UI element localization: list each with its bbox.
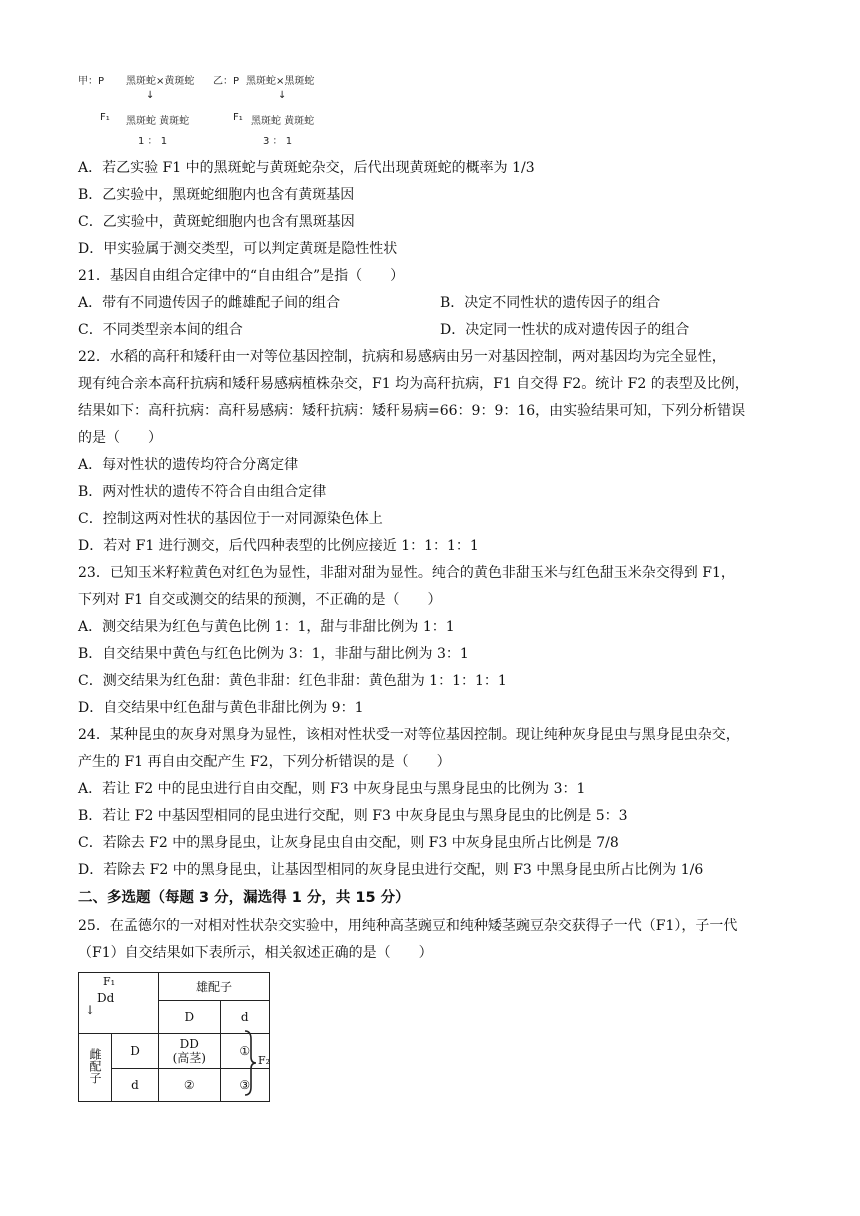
cross-diagram xyxy=(78,68,328,150)
cell-3: ③ xyxy=(220,1069,269,1102)
col-header-D: D xyxy=(159,1001,221,1034)
q23-option-a: A．测交结果为红色与黄色比例 1：1，甜与非甜比例为 1：1 xyxy=(78,619,455,635)
q23-option-b: B．自交结果中黄色与红色比例为 3：1，非甜与甜比例为 3：1 xyxy=(78,646,469,662)
punnett-square xyxy=(78,972,270,1102)
q21-option-a: A．带有不同遗传因子的雌雄配子间的组合 xyxy=(78,295,341,311)
q23-stem-line2: 下列对 F1 自交或测交的结果的预测，不正确的是（ ） xyxy=(78,592,442,608)
q20-option-d: D．甲实验属于测交类型，可以判定黄斑是隐性性状 xyxy=(78,241,398,257)
col-header-d: d xyxy=(220,1001,269,1034)
f2-brace-icon xyxy=(243,1029,257,1097)
q21-option-c: C．不同类型亲本间的组合 xyxy=(78,322,243,338)
q24-stem-line1: 24．某种昆虫的灰身对黑身为显性，该相对性状受一对等位基因控制。现让纯种灰身昆虫与黑身昆虫杂交， xyxy=(78,727,740,743)
q25-stem-line1: 25．在孟德尔的一对相对性状杂交实验中，用纯种高茎豌豆和纯种矮茎豌豆杂交获得子一代（F1），子一代 xyxy=(78,918,738,934)
yi-arrow: ↓ xyxy=(278,90,287,101)
q22-option-c: C．控制这两对性状的基因位于一对同源染色体上 xyxy=(78,511,383,527)
q22-stem-line3: 结果如下：高秆抗病：高秆易感病：矮秆抗病：矮秆易病=66：9：9：16，由实验结果可知，下列分析错误 xyxy=(78,403,746,419)
q24-stem-line2: 产生的 F1 再自由交配产生 F2，下列分析错误的是（ ） xyxy=(78,754,451,770)
jia-f1: F₁ xyxy=(100,112,110,123)
q21-option-b: B．决定不同性状的遗传因子的组合 xyxy=(440,295,661,311)
q24-option-b: B．若让 F2 中基因型相同的昆虫进行交配，则 F3 中灰身昆虫与黑身昆虫的比例是 5：3 xyxy=(78,808,628,824)
male-gamete-header: 雄配子 xyxy=(159,973,270,1001)
q23-option-d: D．自交结果中红色甜与黄色非甜比例为 9：1 xyxy=(78,700,364,716)
q22-stem-line2: 现有纯合亲本高秆抗病和矮秆易感病植株杂交，F1 均为高秆抗病，F1 自交得 F2。统计 F2 的表型及比例， xyxy=(78,376,749,392)
q21-stem: 21．基因自由组合定律中的“自由组合”是指（ ） xyxy=(78,268,405,284)
jia-offspring: 黑斑蛇 黄斑蛇 xyxy=(126,116,190,127)
cell-2: ② xyxy=(159,1069,221,1102)
down-arrow-icon: ↓ xyxy=(85,1003,96,1017)
female-gamete-text: 雌配子 xyxy=(88,1048,102,1084)
row-header-d: d xyxy=(112,1069,159,1102)
corner-cell xyxy=(79,973,159,1034)
q20-option-c: C．乙实验中，黄斑蛇细胞内也含有黑斑基因 xyxy=(78,214,355,230)
q22-option-d: D．若对 F1 进行测交，后代四种表型的比例应接近 1：1：1：1 xyxy=(78,538,479,554)
yi-offspring: 黑斑蛇 黄斑蛇 xyxy=(251,116,315,127)
female-gamete-header xyxy=(79,1034,112,1102)
jia-ratio: 1 ： 1 xyxy=(138,136,168,147)
f2-label: F₂ xyxy=(258,1054,271,1067)
cell-DD-phenotype: (高茎) xyxy=(172,1051,206,1065)
q22-stem-line4: 的是（ ） xyxy=(78,430,162,446)
q23-option-c: C．测交结果为红色甜：黄色非甜：红色非甜：黄色甜为 1：1：1：1 xyxy=(78,673,507,689)
q20-option-a: A．若乙实验 F1 中的黑斑蛇与黄斑蛇杂交，后代出现黄斑蛇的概率为 1/3 xyxy=(78,160,535,176)
q24-option-d: D．若除去 F2 中的黑身昆虫，让基因型相同的灰身昆虫进行交配，则 F3 中黑身昆虫所占比例为 1/6 xyxy=(78,862,704,878)
q22-stem-line1: 22．水稻的高秆和矮秆由一对等位基因控制，抗病和易感病由另一对基因控制，两对基因均为完全显性， xyxy=(78,349,726,365)
yi-label: 乙：P xyxy=(213,76,240,87)
yi-ratio: 3 ： 1 xyxy=(263,136,293,147)
row-header-D: D xyxy=(112,1034,159,1069)
corner-f1: F₁ xyxy=(103,975,116,988)
jia-parents: 黑斑蛇×黄斑蛇 xyxy=(126,76,195,87)
q22-option-a: A．每对性状的遗传均符合分离定律 xyxy=(78,457,299,473)
q22-option-b: B．两对性状的遗传不符合自由组合定律 xyxy=(78,484,327,500)
q24-option-a: A．若让 F2 中的昆虫进行自由交配，则 F3 中灰身昆虫与黑身昆虫的比例为 3：1 xyxy=(78,781,586,797)
jia-label: 甲：P xyxy=(78,76,105,87)
q25-stem-line2: （F1）自交结果如下表所示，相关叙述正确的是（ ） xyxy=(78,945,433,961)
q23-stem-line1: 23．已知玉米籽粒黄色对红色为显性，非甜对甜为显性。纯合的黄色非甜玉米与红色甜玉米杂交得到 F1， xyxy=(78,565,735,581)
q20-option-b: B．乙实验中，黑斑蛇细胞内也含有黄斑基因 xyxy=(78,187,355,203)
corner-dd: Dd xyxy=(97,991,115,1005)
jia-arrow: ↓ xyxy=(146,90,155,101)
q24-option-c: C．若除去 F2 中的黑身昆虫，让灰身昆虫自由交配，则 F3 中灰身昆虫所占比例是 7/8 xyxy=(78,835,619,851)
yi-f1: F₁ xyxy=(233,112,243,123)
section-title: 二、多选题（每题 3 分，漏选得 1 分，共 15 分） xyxy=(78,890,410,906)
cell-1: ① xyxy=(220,1034,269,1069)
cell-DD xyxy=(159,1034,221,1069)
cell-DD-genotype: DD xyxy=(179,1037,199,1051)
q21-option-d: D．决定同一性状的成对遗传因子的组合 xyxy=(440,322,690,338)
yi-parents: 黑斑蛇×黑斑蛇 xyxy=(246,76,315,87)
